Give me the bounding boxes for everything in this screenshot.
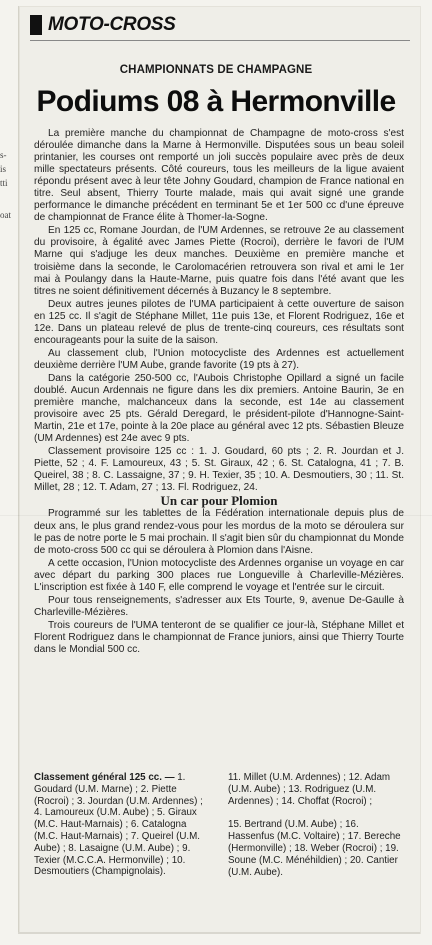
article-kicker: CHAMPIONNATS DE CHAMPAGNE [119, 64, 313, 76]
margin-fragment: oat [0, 210, 11, 220]
rubric-block-icon [30, 15, 42, 35]
paragraph: En 125 cc, Romane Jourdan, de l'UM Ardennes, se retrouve 2e au classement du provisoire, à égalité avec James Piette (Rocroi), derrière le favori de l'UM Marne qui s'adjuge les deux manches. Deuxième en première manche et troisième dans la seconde, le Carolomacérien retrouvera son rival et ami le 1er mai à Poulangy dans la Haute-Marne, puis quatre fois dans l'été avant que les titres ne soient définitivement décernés à Buzancy le 8 septembre. [34, 225, 404, 297]
paragraph: Dans la catégorie 250-500 cc, l'Aubois Christophe Opillard a signé un facile doublé. Aucun Ardennais ne figure dans les dix premiers. Antoine Baurin, 3e en première manche, malchanceux dans la seconde, est 14e au classement provisoire avec 25 pts. Gérald Deregard, le président-pilote d'Hannogne-Saint-Martin, 21e et 17e, pointe à la 20e place au général avec 12 pts. Sébastien Bleuze (UM Ardennes) est 24e avec 9 pts. [34, 372, 404, 445]
paragraph: Pour tous renseignements, s'adresser aux Ets Tourte, 9, avenue De-Gaulle à Charleville-Mézières. [34, 594, 404, 618]
article-body [34, 128, 404, 657]
paragraph: Deux autres jeunes pilotes de l'UMA participaient à cette ouverture de saison en 125 cc. Il s'agit de Stéphane Millet, 11e puis 13e, et Florent Rodriguez, 16e et 12e. Dans un plateau relevé de plus de trente-cinq coureurs, ces résultats sont encourageants pour la suite de la saison. [34, 298, 404, 346]
section-rubric [30, 14, 176, 36]
results-text: 1. Goudard (U.M. Marne) ; 2. Piette (Rocroi) ; 3. Jourdan (U.M. Ardennes) ; 4. Lamoureux (U.M. Aube) ; 5. Giraux (M.C. Haut-Marnais) ; 6. Catalogna (M.C. Haut-Marnais) ; 7. Queirel (U.M. Aube) ; 8. Lasaigne (U.M. Aube) ; 9. Texier (M.C.C.A. Hermonville) ; 10. Desmoutiers (Champignolais). [34, 772, 203, 878]
margin-fragment: tti [0, 178, 8, 188]
paragraph: A cette occasion, l'Union motocycliste des Ardennes organise un voyage en car avec départ du parking 300 places rue Longueville à Charleville-Mézières. L'inscription est fixée à 140 F, elle comprend le voyage et l'entrée sur le circuit. [34, 557, 404, 593]
paragraph: La première manche du championnat de Champagne de moto-cross s'est déroulée dimanche dans la Marne à Hermonville. Disputées sous un beau soleil printanier, les courses ont remporté un joli succès populaire avec près de deux mille spectateurs présents. Côté coureurs, tous les meilleurs de la ligue avaient répondu présent avec à leur tête Johny Goudard, champion de France national en titre. Seul absent, Thierry Tourte malade, mais qui avait signé une grande performance le dimanche précédent en terminant 5e et 1er 500 cc d'une épreuve de championnat de France élite à Thomer-la-Sogne. [34, 128, 404, 224]
results-left-column [34, 772, 210, 878]
paragraph: Au classement club, l'Union motocycliste des Ardennes est actuellement deuxième derrière l'UM Aube, grande favorite (19 pts à 27). [34, 347, 404, 371]
section-rubric-label: MOTO-CROSS [48, 14, 176, 35]
rubric-divider [30, 40, 410, 41]
margin-fragment: s- [0, 150, 7, 160]
paragraph: Classement provisoire 125 cc : 1. J. Goudard, 60 pts ; 2. R. Jourdan et J. Piette, 52 ; 4. F. Lamoureux, 43 ; 5. St. Giraux, 42 ; 6. St. Catalogna, 41 ; 7. B. Queirel, 38 ; 8. C. Lassaigne, 37 ; 9. H. Texier, 35 ; 10. A. Desmoutiers, 30 ; 11. St. Millet, 28 ; 12. T. Adam, 27 ; 13. Fl. Rodriguez, 24. [34, 446, 404, 494]
results-box [34, 772, 404, 878]
clipping-bottom-edge [18, 932, 420, 934]
results-text: 11. Millet (U.M. Ardennes) ; 12. Adam (U.M. Aube) ; 13. Rodriguez (U.M. Ardennes) ; 14. Choffat (Rocroi) ; [228, 772, 391, 807]
paragraph: Trois coureurs de l'UMA tenteront de se qualifier ce jour-là, Stéphane Millet et Florent Rodriguez dans le championnat de France juniors, ainsi que Thierry Tourte dans le Mondial 500 cc. [34, 619, 404, 655]
results-text: 15. Bertrand (U.M. Aube) ; 16. Hassenfus (M.C. Voltaire) ; 17. Bereche (Hermonville) ; 18. Weber (Rocroi) ; 19. Soune (M.C. Ménéhildien) ; 20. Cantier (U.M. Aube). [228, 819, 401, 878]
paragraph: Programmé sur les tablettes de la Fédération internationale depuis plus de deux ans, le plus grand rendez-vous pour les mordus de la moto se déroulera sur le pas de notre porte le 5 mai prochain. Il s'agit bien sûr du championnat du Monde de moto-cross 500 cc qui se déroulera à Plomion dans l'Aisne. [34, 508, 405, 556]
results-right-column [228, 772, 404, 878]
paper-fold [0, 515, 432, 516]
article-subhead: Un car pour Plomion [160, 493, 278, 509]
article-headline: Podiums 08 à Hermonville [36, 85, 396, 118]
margin-fragment: is [0, 164, 7, 174]
results-title: Classement général 125 cc. — [34, 772, 175, 783]
